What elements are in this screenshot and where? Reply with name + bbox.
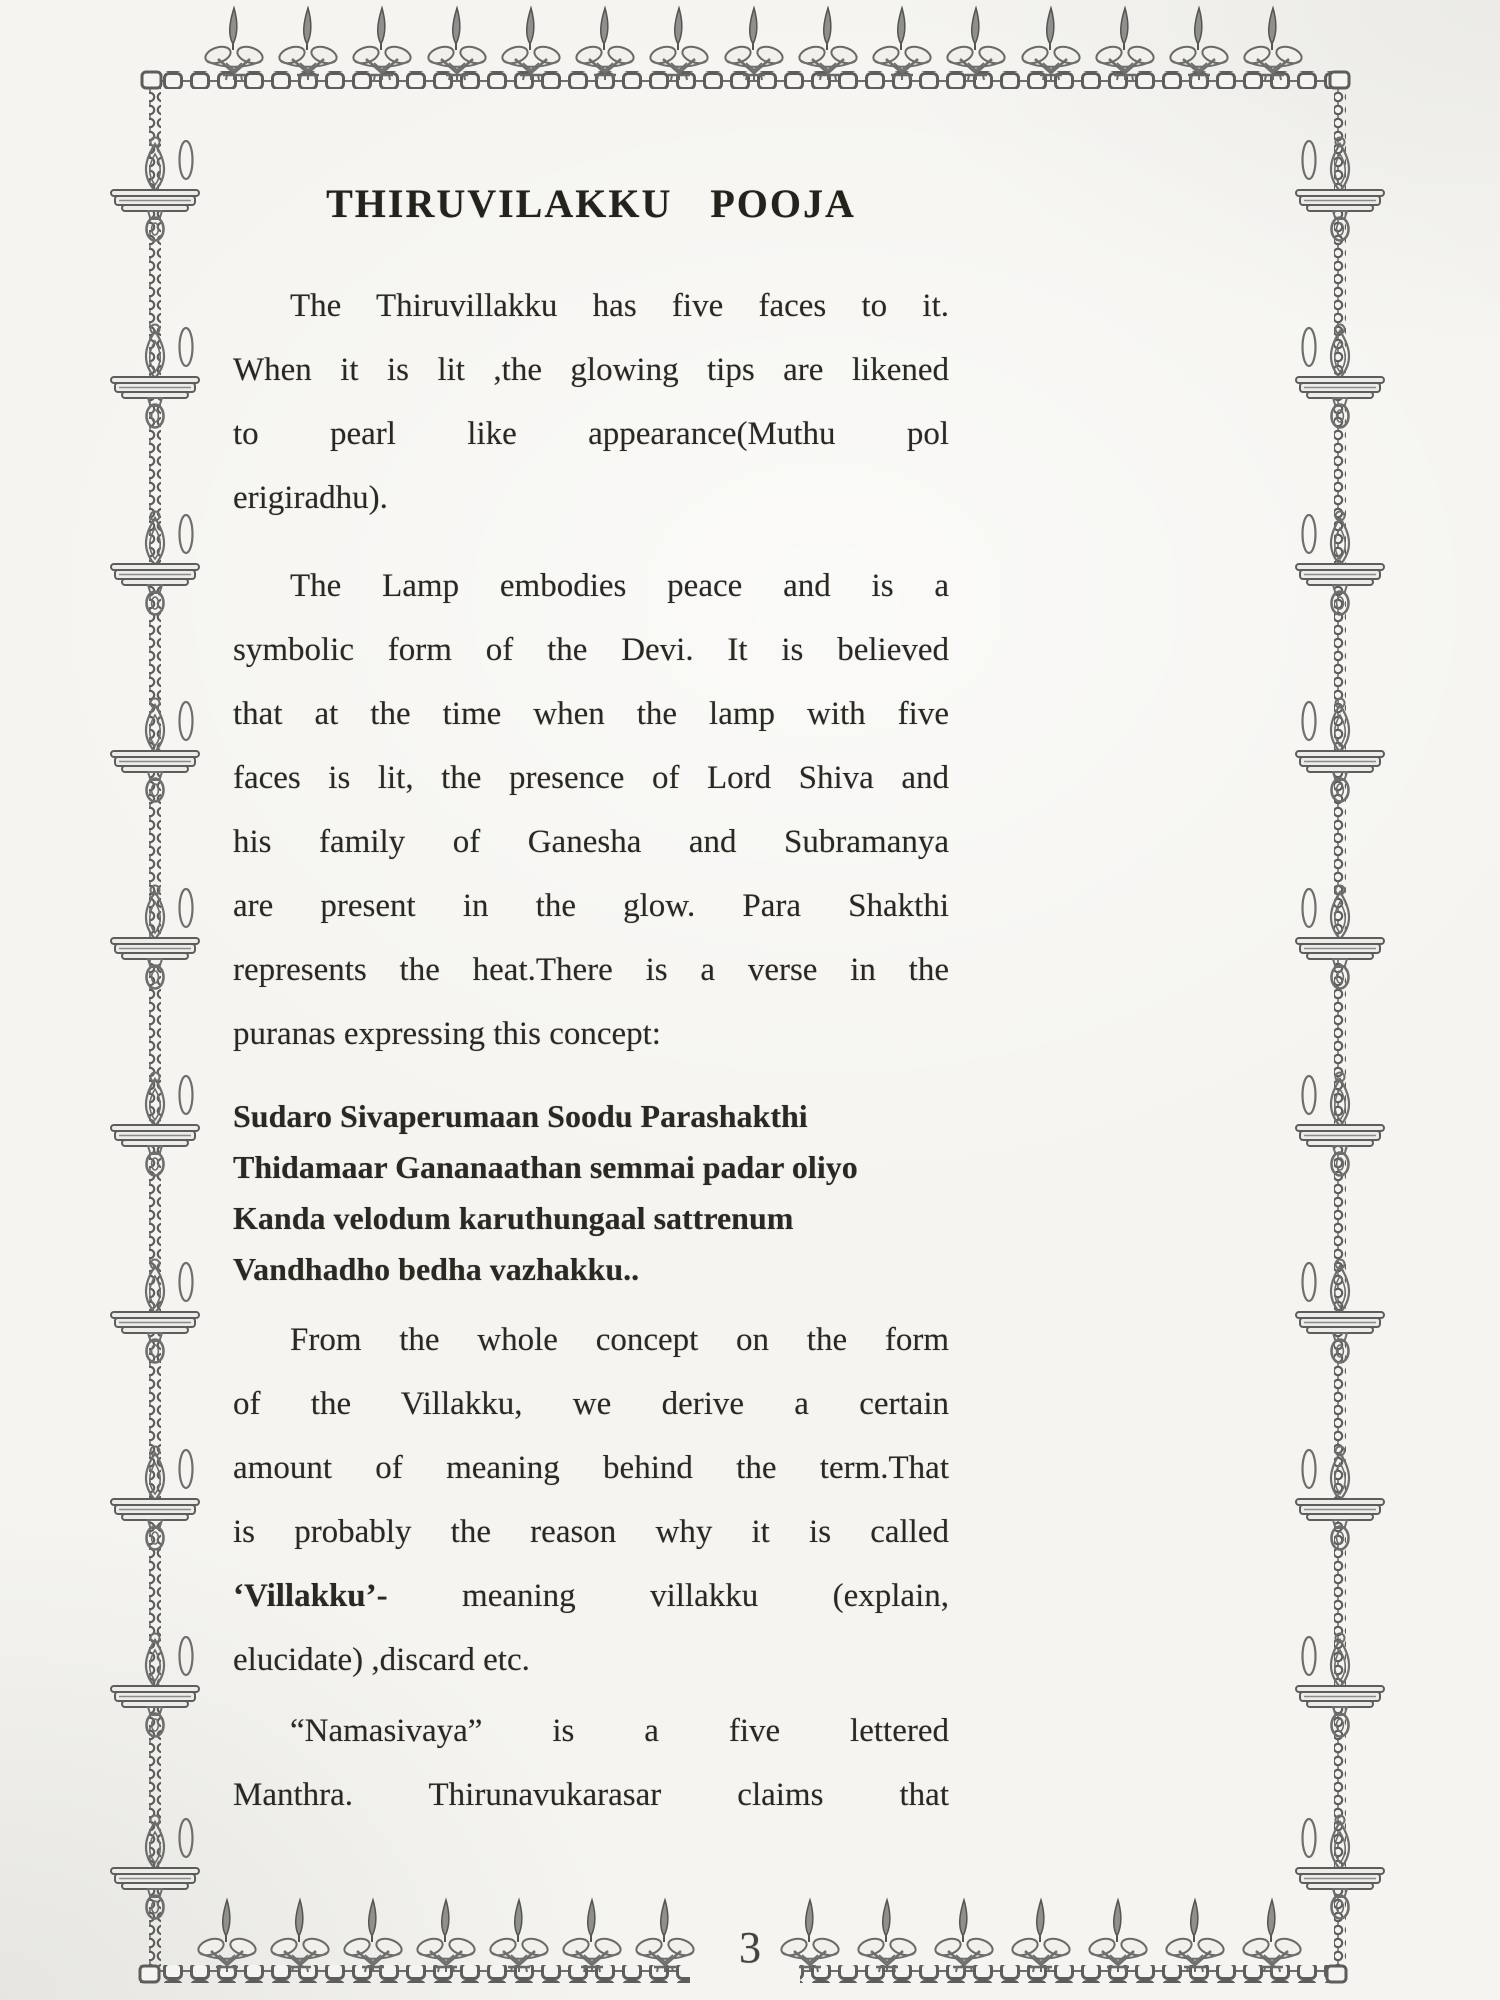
diya-lamp-icon (1010, 1900, 1071, 1972)
text-line (233, 1002, 949, 1066)
corner-link (142, 72, 161, 88)
diya-lamp-icon (342, 1900, 403, 1972)
text-segment: meaning villakku (explain, (387, 1578, 949, 1614)
page-title (233, 176, 949, 232)
diya-lamp-icon (1241, 1900, 1302, 1972)
text-line (233, 554, 949, 618)
diya-lamp-icon (426, 8, 487, 80)
text-segment: Vandhadho bedha vazhakku.. (233, 1251, 640, 1287)
diya-lamp-icon (561, 1900, 622, 1972)
diya-lamp-icon (574, 8, 635, 80)
diya-lamp-icon (500, 8, 561, 80)
text-segment: “Namasivaya” is a five lettered (290, 1713, 949, 1749)
diya-lamp-icon (856, 1900, 917, 1972)
diya-lamp-icon (723, 8, 784, 80)
text-segment: amount of meaning behind the term.That (233, 1450, 949, 1486)
paragraph-villakku-term (233, 1308, 949, 1692)
text-segment: represents the heat.There is a verse in the (233, 952, 949, 988)
text-line (233, 1564, 949, 1628)
diya-lamp-icon (871, 8, 932, 80)
diya-lamp-icon (1087, 1900, 1148, 1972)
text-line (233, 1308, 949, 1372)
diya-lamp-icon (797, 8, 858, 80)
text-segment: Thidamaar Gananaathan semmai padar oliyo (233, 1149, 858, 1185)
diya-lamp-icon (1168, 8, 1229, 80)
diya-lamp-icon (1094, 8, 1155, 80)
diya-lamp-icon (648, 8, 709, 80)
text-column (233, 176, 949, 1827)
diya-lamp-icon (269, 1900, 330, 1972)
top-chain (150, 71, 1340, 89)
text-segment: his family of Ganesha and Subramanya (233, 824, 949, 860)
text-segment: puranas expressing this concept: (233, 1016, 661, 1052)
text-line (233, 1244, 949, 1295)
diya-lamp-icon (634, 1900, 695, 1972)
text-line (233, 402, 949, 466)
diya-lamp-icon (1164, 1900, 1225, 1972)
text-segment: Kanda velodum karuthungaal sattrenum (233, 1200, 794, 1236)
text-segment: The Thiruvillakku has five faces to it. (290, 288, 949, 324)
text-line (233, 1763, 949, 1827)
diya-lamp-icon (1242, 8, 1303, 80)
text-segment: When it is lit ,the glowing tips are likened (233, 352, 949, 388)
diya-lamp-icon (351, 8, 412, 80)
corner-link (1327, 1966, 1346, 1982)
diya-lamp-icon (945, 8, 1006, 80)
text-segment: Manthra. Thirunavukarasar claims that (233, 1777, 949, 1813)
paragraph-intro (233, 274, 949, 530)
text-segment: are present in the glow. Para Shakthi (233, 888, 949, 924)
text-line (233, 1091, 949, 1142)
text-line (233, 466, 949, 530)
text-segment: erigiradhu). (233, 480, 388, 516)
text-segment: ‘Villakku’- (233, 1578, 388, 1614)
text-line (233, 1699, 949, 1763)
diya-lamp-icon (196, 1900, 257, 1972)
text-line (233, 1436, 949, 1500)
diya-lamp-icon (488, 1900, 549, 1972)
text-segment: faces is lit, the presence of Lord Shiva and (233, 760, 949, 796)
text-line (233, 1372, 949, 1436)
paragraph-namasivaya (233, 1699, 949, 1827)
diya-lamp-icon (415, 1900, 476, 1972)
text-segment: The Lamp embodies peace and is a (290, 568, 949, 604)
text-segment: that at the time when the lamp with five (233, 696, 949, 732)
text-line (233, 682, 949, 746)
text-line (233, 938, 949, 1002)
text-segment: THIRUVILAKKU POOJA (326, 181, 856, 226)
diya-lamp-icon (1020, 8, 1081, 80)
text-segment: is probably the reason why it is called (233, 1514, 949, 1550)
text-line (233, 1142, 949, 1193)
text-segment: Sudaro Sivaperumaan Soodu Parashakthi (233, 1098, 808, 1134)
page-number: 3 (739, 1923, 761, 1972)
text-segment: symbolic form of the Devi. It is believed (233, 632, 949, 668)
text-line (233, 338, 949, 402)
text-line (233, 1628, 949, 1692)
text-segment: of the Villakku, we derive a certain (233, 1386, 949, 1422)
text-line (233, 874, 949, 938)
text-line (233, 1500, 949, 1564)
diya-lamp-icon (203, 8, 264, 80)
text-line (233, 618, 949, 682)
text-line (233, 274, 949, 338)
text-line (233, 1193, 949, 1244)
text-line (233, 746, 949, 810)
diya-lamp-icon (277, 8, 338, 80)
verse-purana (233, 1091, 949, 1295)
text-segment: elucidate) ,discard etc. (233, 1642, 530, 1678)
text-segment: From the whole concept on the form (290, 1322, 949, 1358)
corner-link (1330, 72, 1349, 88)
text-line (233, 176, 949, 232)
text-line (233, 810, 949, 874)
diya-lamp-icon (933, 1900, 994, 1972)
corner-link (140, 1966, 159, 1982)
paragraph-lamp-meaning (233, 554, 949, 1066)
diya-lamp-icon (779, 1900, 840, 1972)
text-segment: to pearl like appearance(Muthu pol (233, 416, 949, 452)
